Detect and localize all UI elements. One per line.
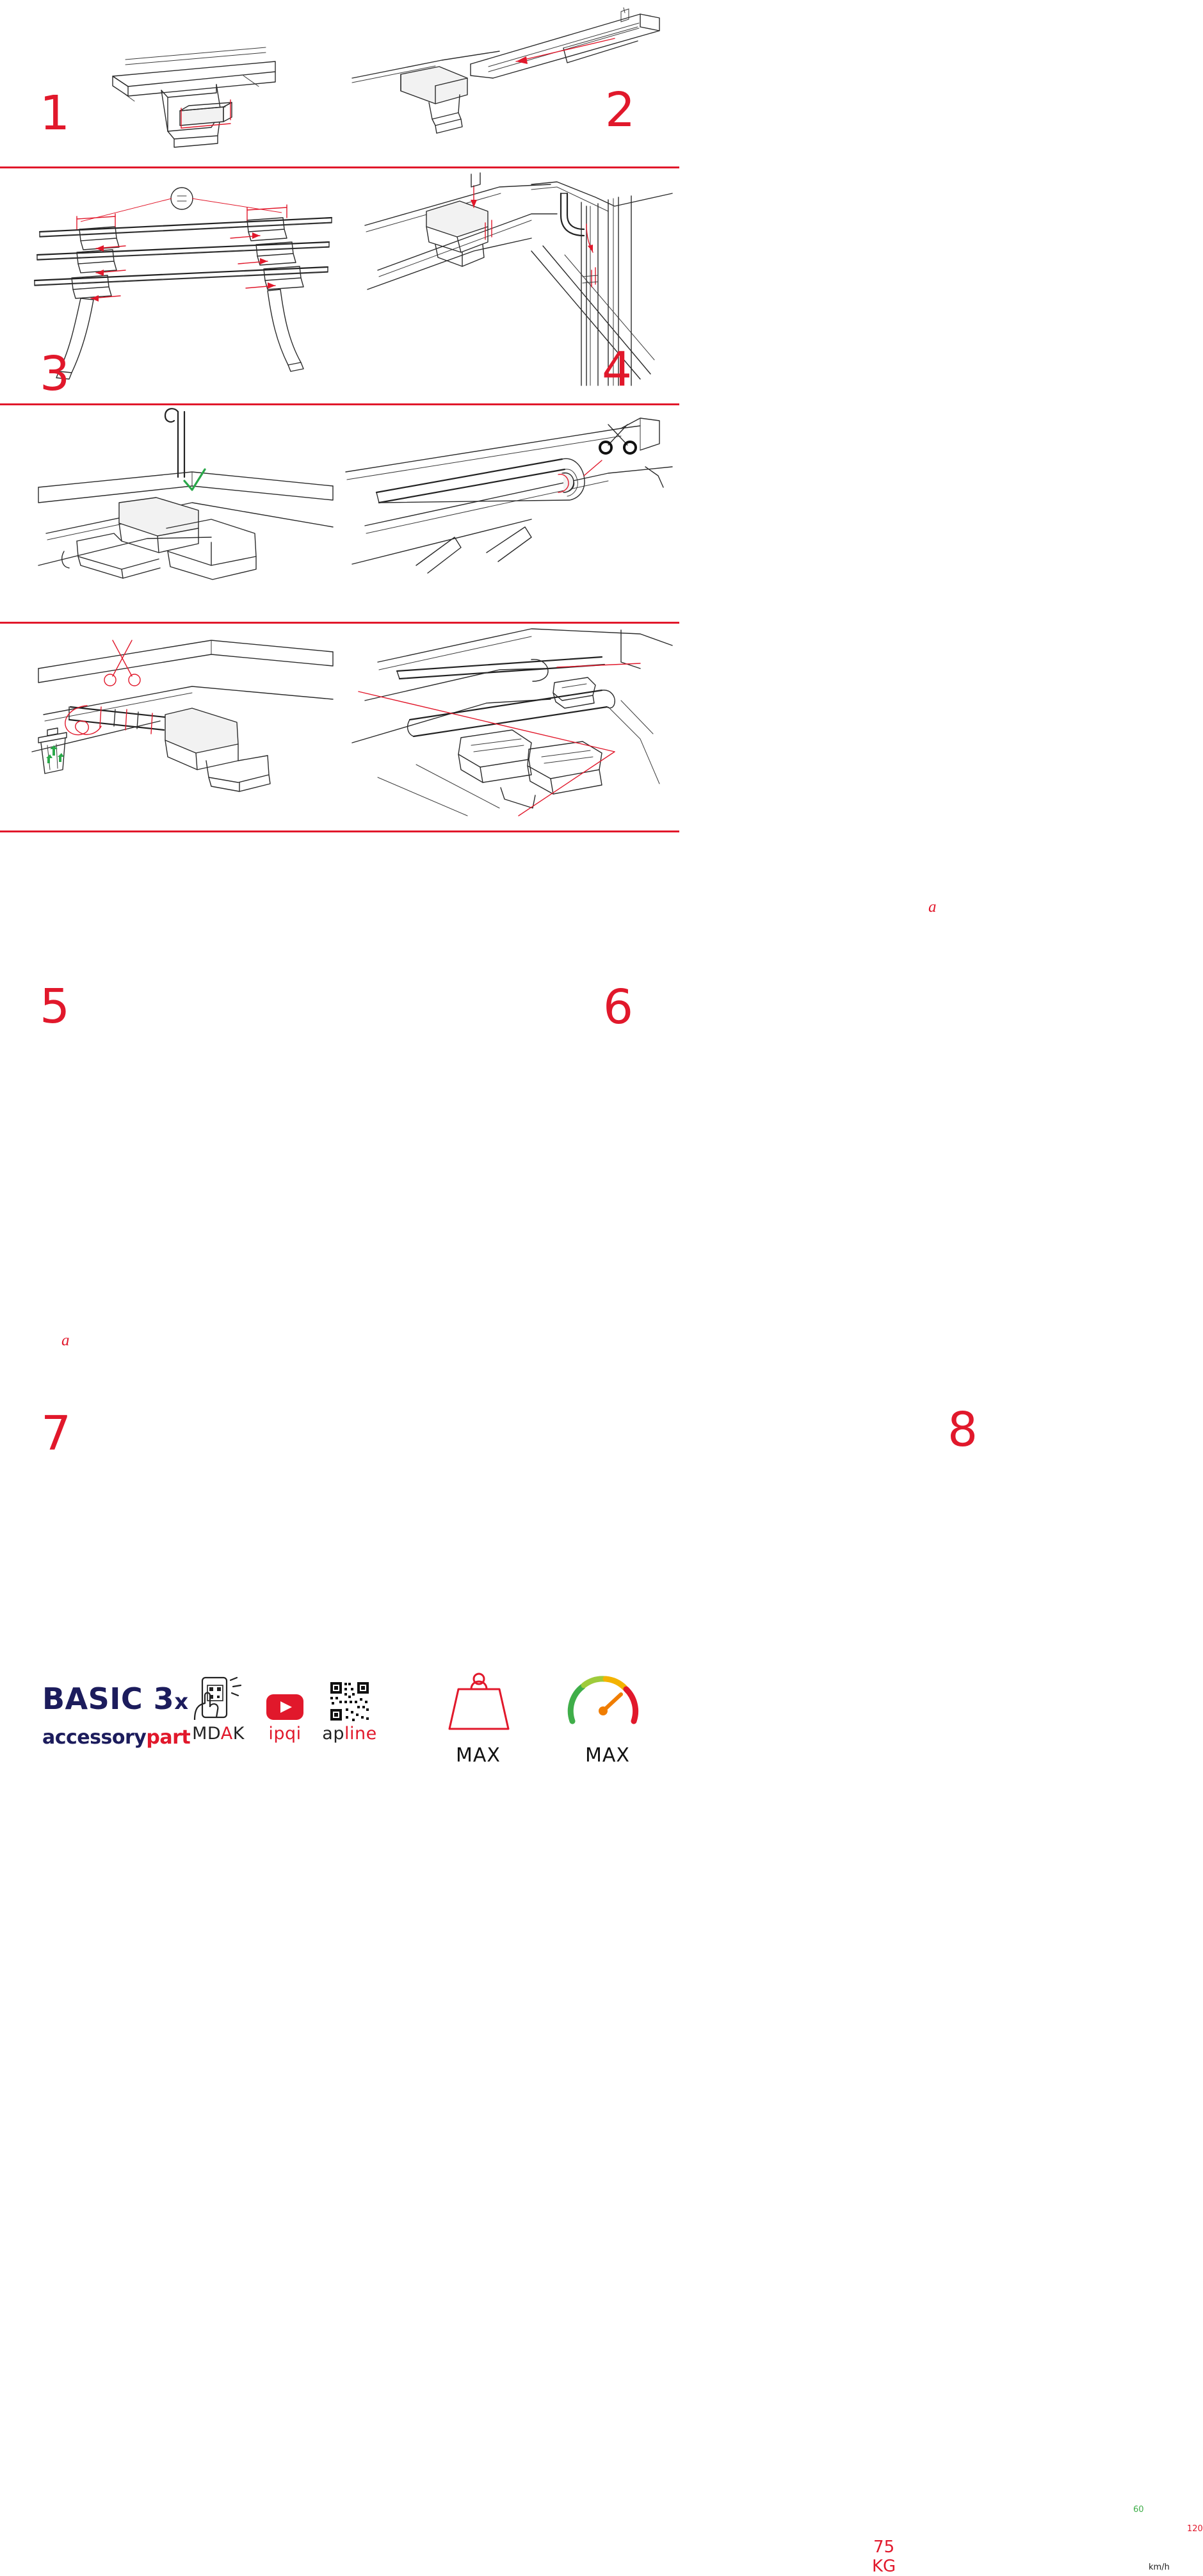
step-number-2: 2 [605, 83, 635, 138]
step-panel-5 [0, 405, 339, 1034]
step-number-1: 1 [40, 86, 70, 141]
load-limit-caption: MAX [456, 1744, 501, 1767]
brand-logo [42, 1726, 190, 1749]
speedometer-icon [558, 1666, 648, 1737]
step-number-3: 3 [40, 346, 70, 401]
gauge-tick-60: 60 [1133, 2505, 1144, 2515]
speed-limit-caption: MAX [585, 1744, 630, 1767]
qr-scan-hand-icon [183, 1676, 254, 1724]
step-number-6: 6 [603, 980, 633, 1035]
step-panel-4 [339, 168, 679, 402]
apline-caption-first: ap [322, 1724, 344, 1744]
step-number-7: 7 [41, 1406, 71, 1461]
logo-cell-apline[interactable] [311, 1679, 388, 1744]
logo-caption-ipqi: ipqi [268, 1724, 302, 1744]
product-multiplier: x [174, 1689, 189, 1715]
logo-caption-mdak [183, 1724, 254, 1744]
step-panel-8 [339, 624, 978, 1457]
weight-icon [428, 1670, 530, 1734]
step-7-illustration [0, 624, 339, 830]
youtube-icon[interactable] [254, 1690, 316, 1724]
step-6-illustration [339, 405, 679, 620]
speed-unit: km/h [1149, 2563, 1170, 2572]
brand-logo-first: accessory [42, 1726, 147, 1749]
step-panel-7 [0, 624, 339, 1461]
mdak-caption-accent: A [220, 1724, 233, 1744]
step-8-illustration [339, 624, 679, 830]
step-panel-1 [0, 0, 339, 165]
step-panel-3 [0, 168, 339, 402]
load-limit-value: 75 KG [872, 2538, 896, 2576]
logo-caption-apline [311, 1724, 388, 1744]
step-number-5: 5 [40, 979, 70, 1034]
mdak-caption-first: MD [192, 1724, 221, 1744]
step-panel-6 [339, 405, 937, 1035]
step-panel-2 [339, 0, 679, 165]
part-label-a-step7: a [61, 1332, 70, 1349]
logo-cell-mdak [183, 1676, 254, 1744]
step-number-4: 4 [602, 342, 632, 397]
step-number-8: 8 [948, 1402, 978, 1457]
mdak-caption-last: K [232, 1724, 245, 1744]
qr-code[interactable] [311, 1679, 388, 1724]
apline-caption-accent: line [344, 1724, 377, 1744]
product-name [42, 1681, 189, 1716]
brand-logo-second: part [146, 1726, 191, 1749]
logo-cell-ipqi[interactable] [254, 1690, 316, 1744]
part-label-a-step6: a [928, 898, 937, 916]
gauge-tick-120: 120 [1187, 2524, 1203, 2534]
step-5-illustration [0, 405, 339, 620]
product-name-text: BASIC 3 [42, 1681, 175, 1716]
footer [0, 832, 1203, 2576]
